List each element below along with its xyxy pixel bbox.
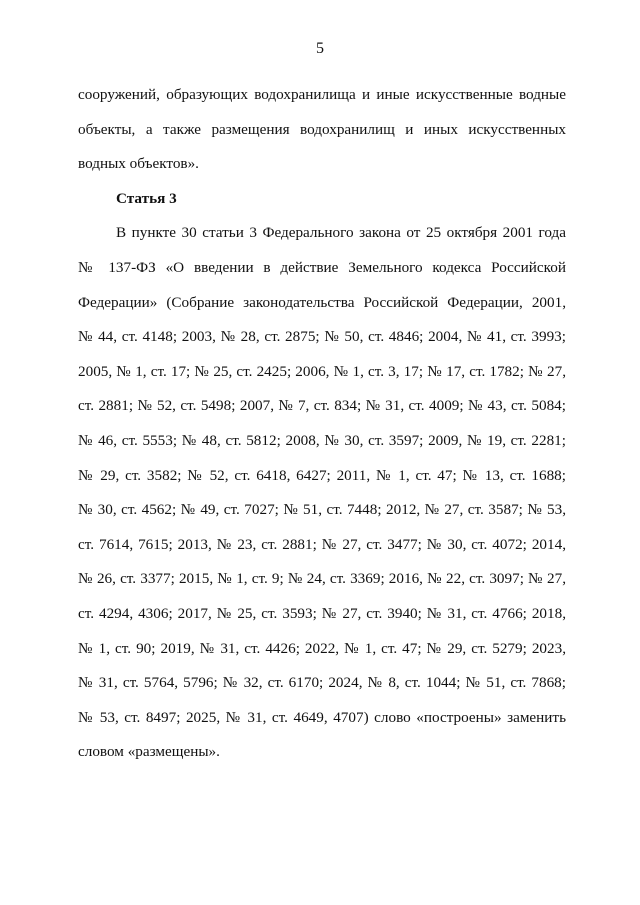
text-line: № 26, ст. 3377; 2015, № 1, ст. 9; № 24, ст. 3369; 2016, № 22, ст. 3097; № 27,	[78, 570, 566, 588]
document-body	[78, 78, 566, 770]
continuation-paragraph	[78, 78, 566, 182]
text-line: № 29, ст. 3582; № 52, ст. 6418, 6427; 2011, № 1, ст. 47; № 13, ст. 1688;	[78, 466, 566, 484]
text-line: № 44, ст. 4148; 2003, № 28, ст. 2875; № 50, ст. 4846; 2004, № 41, ст. 3993;	[78, 328, 566, 346]
page-number: 5	[316, 40, 324, 57]
text-line: № 31, ст. 5764, 5796; № 32, ст. 6170; 2024, № 8, ст. 1044; № 51, ст. 7868;	[78, 674, 566, 692]
text-line: № 53, ст. 8497; 2025, № 31, ст. 4649, 4707) слово «построены» заменить	[78, 708, 566, 726]
text-line: № 46, ст. 5553; № 48, ст. 5812; 2008, № 30, ст. 3597; 2009, № 19, ст. 2281;	[78, 431, 566, 449]
text-line: № 137-ФЗ «О введении в действие Земельного кодекса Российской	[78, 258, 566, 276]
text-line: ст. 7614, 7615; 2013, № 23, ст. 2881; № 27, ст. 3477; № 30, ст. 4072; 2014,	[78, 535, 566, 553]
text-line: ст. 4294, 4306; 2017, № 25, ст. 3593; № 27, ст. 3940; № 31, ст. 4766; 2018,	[78, 604, 566, 622]
text-line: объекты, а также размещения водохранилищ и иных искусственных	[78, 120, 566, 138]
text-line: № 1, ст. 90; 2019, № 31, ст. 4426; 2022, № 1, ст. 47; № 29, ст. 5279; 2023,	[78, 639, 566, 657]
text-line: № 30, ст. 4562; № 49, ст. 7027; № 51, ст. 7448; 2012, № 27, ст. 3587; № 53,	[78, 501, 566, 519]
text-line: водных объектов».	[78, 155, 199, 173]
text-line: словом «размещены».	[78, 743, 220, 761]
article-paragraph	[78, 216, 566, 770]
text-line: ст. 2881; № 52, ст. 5498; 2007, № 7, ст. 834; № 31, ст. 4009; № 43, ст. 5084;	[78, 397, 566, 415]
text-line: Федерации» (Собрание законодательства Российской Федерации, 2001,	[78, 293, 566, 311]
text-line: 2005, № 1, ст. 17; № 25, ст. 2425; 2006, № 1, ст. 3, 17; № 17, ст. 1782; № 27,	[78, 362, 566, 380]
text-line: В пункте 30 статьи 3 Федерального закона от 25 октября 2001 года	[116, 224, 566, 242]
text-line: сооружений, образующих водохранилища и иные искусственные водные	[78, 86, 566, 103]
article-heading: Статья 3	[116, 189, 177, 207]
